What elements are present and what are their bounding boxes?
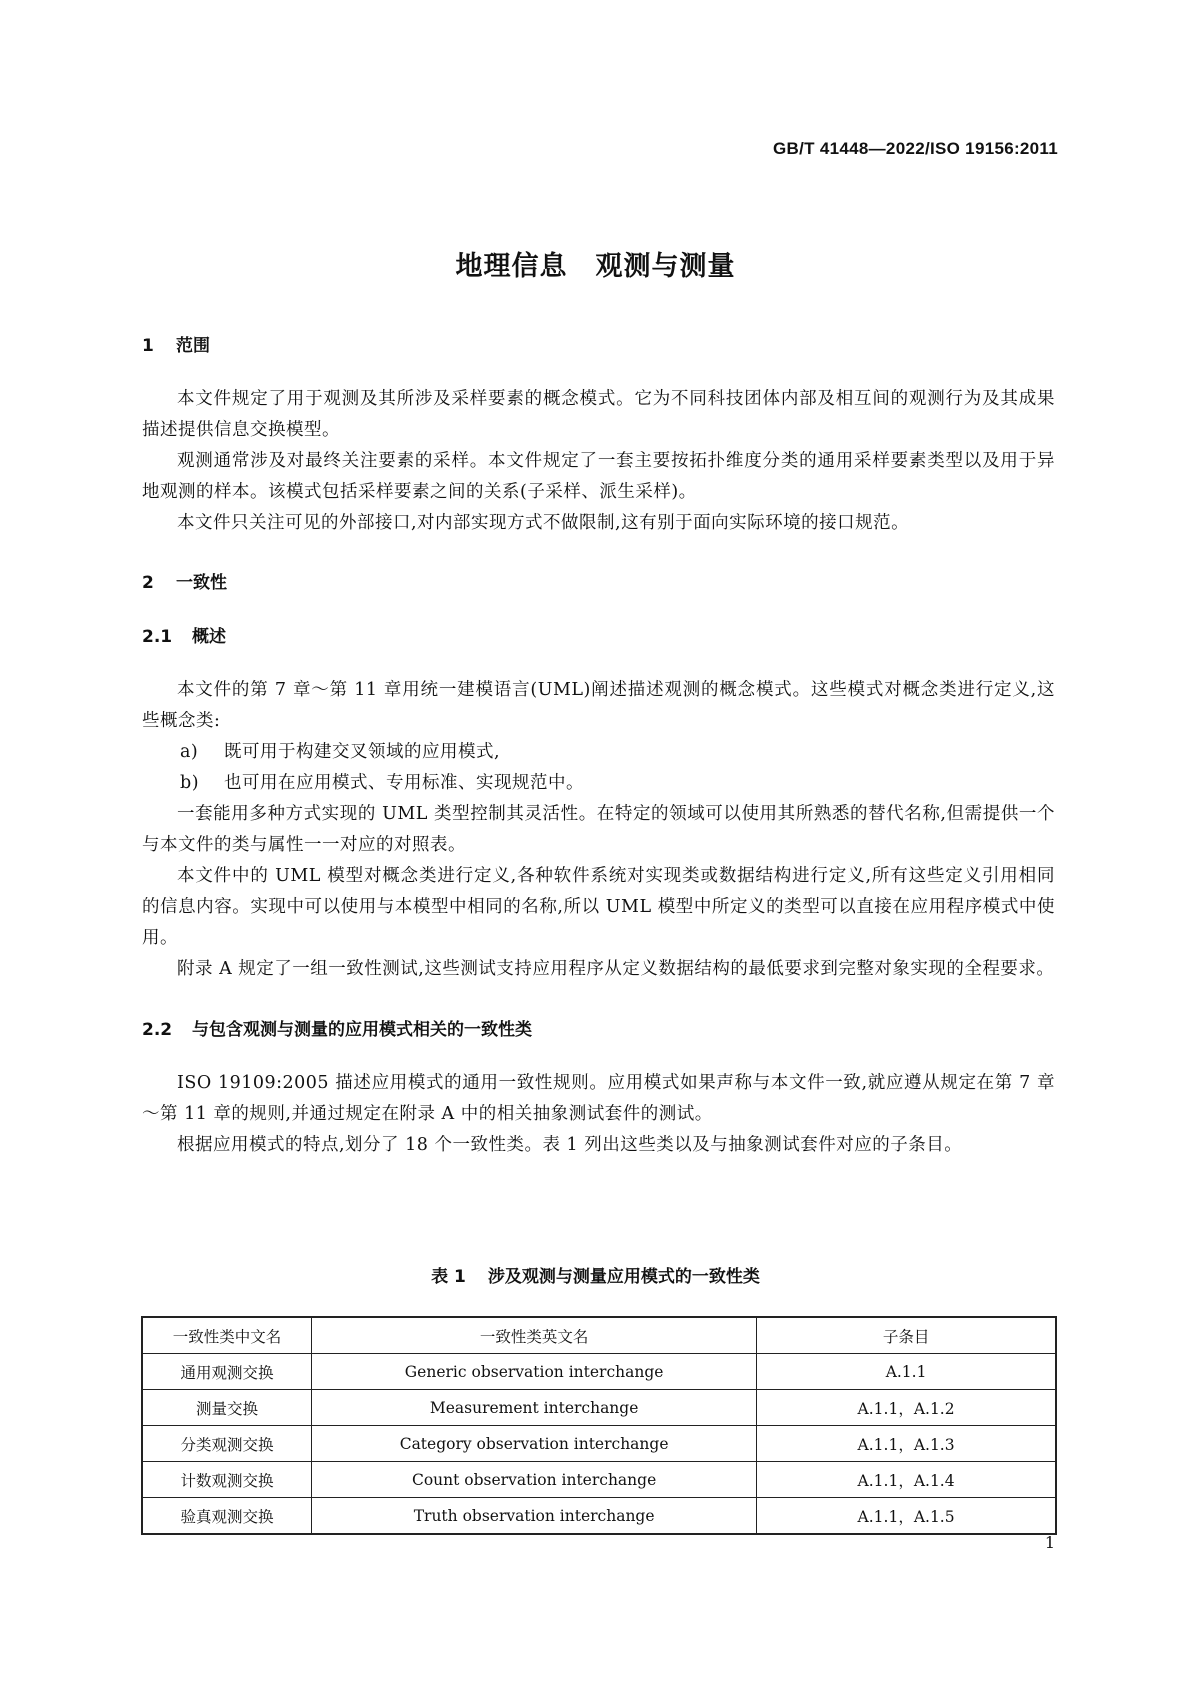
table-caption [0, 1262, 1191, 1287]
table-cell: A.1.1，A.1.3 [757, 1426, 1056, 1462]
document-title: 地理信息 观测与测量 [455, 251, 736, 282]
section-title: 一致性 [176, 573, 227, 593]
table-cell: A.1.1 [757, 1354, 1056, 1390]
section-title: 概述 [192, 627, 226, 647]
paragraph: 本文件中的 UML 模型对概念类进行定义,各种软件系统对实现类或数据结构进行定义,所有这些定义引用相同的信息内容。实现中可以使用与本模型中相同的名称,所以 UML 模型中所定义的类型可以直接在应用程序模式中使用。 [142, 866, 1055, 948]
section-number: 2 [142, 573, 154, 593]
section-title: 范围 [176, 336, 210, 356]
table-cell: 验真观测交换 [142, 1498, 312, 1535]
paragraph: 根据应用模式的特点,划分了 18 个一致性类。表 1 列出这些类以及与抽象测试套件对应的子条目。 [177, 1135, 963, 1155]
table-row [142, 1498, 1056, 1535]
table-caption-title: 涉及观测与测量应用模式的一致性类 [487, 1267, 760, 1287]
section-2-2-heading [142, 1015, 532, 1040]
section-title: 与包含观测与测量的应用模式相关的一致性类 [192, 1020, 532, 1040]
section-1-heading [142, 331, 210, 356]
table-cell: 测量交换 [142, 1390, 312, 1426]
section-2-1-heading [142, 622, 226, 647]
table-cell: A.1.1，A.1.2 [757, 1390, 1056, 1426]
table-cell: Generic observation interchange [312, 1354, 757, 1390]
section-number: 2.2 [142, 1020, 173, 1040]
paragraph: 一套能用多种方式实现的 UML 类型控制其灵活性。在特定的领域可以使用其所熟悉的替代名称,但需提供一个与本文件的类与属性一一对应的对照表。 [142, 804, 1055, 855]
list-item-label: a) [180, 742, 199, 762]
table-cell: A.1.1，A.1.4 [757, 1462, 1056, 1498]
table-cell: 分类观测交换 [142, 1426, 312, 1462]
section-number: 2.1 [142, 627, 173, 647]
table-cell: A.1.1，A.1.5 [757, 1498, 1056, 1535]
section-2-heading [142, 568, 227, 593]
table-row [142, 1462, 1056, 1498]
column-header: 一致性类英文名 [312, 1317, 757, 1354]
table-cell: 通用观测交换 [142, 1354, 312, 1390]
paragraph: 观测通常涉及对最终关注要素的采样。本文件规定了一套主要按拓扑维度分类的通用采样要素类型以及用于异地观测的样本。该模式包括采样要素之间的关系(子采样、派生采样)。 [142, 451, 1055, 502]
list-item-label: b) [180, 773, 200, 793]
table-row [142, 1390, 1056, 1426]
conformance-class-table [141, 1316, 1057, 1535]
paragraph: 本文件只关注可见的外部接口,对内部实现方式不做限制,这有别于面向实际环境的接口规范。 [177, 513, 910, 533]
column-header: 子条目 [757, 1317, 1056, 1354]
list-item [180, 768, 584, 799]
table-row [142, 1426, 1056, 1462]
paragraph: 本文件规定了用于观测及其所涉及采样要素的概念模式。它为不同科技团体内部及相互间的观测行为及其成果描述提供信息交换模型。 [142, 389, 1055, 440]
table-cell: Category observation interchange [312, 1426, 757, 1462]
table-row [142, 1354, 1056, 1390]
section-number: 1 [142, 336, 154, 356]
page-number: 1 [1044, 1533, 1055, 1552]
table-caption-number: 表 1 [431, 1267, 466, 1287]
standard-code-header: GB/T 41448—2022/ISO 19156:2011 [773, 139, 1058, 158]
table-cell: Truth observation interchange [312, 1498, 757, 1535]
column-header: 一致性类中文名 [142, 1317, 312, 1354]
list-item-text: 既可用于构建交叉领域的应用模式, [224, 742, 501, 762]
table-cell: 计数观测交换 [142, 1462, 312, 1498]
list-item [180, 737, 500, 768]
table-header-row [142, 1317, 1056, 1354]
list-item-text: 也可用在应用模式、专用标准、实现规范中。 [224, 773, 584, 793]
paragraph: 本文件的第 7 章～第 11 章用统一建模语言(UML)阐述描述观测的概念模式。这些模式对概念类进行定义,这些概念类: [142, 680, 1055, 731]
paragraph: ISO 19109:2005 描述应用模式的通用一致性规则。应用模式如果声称与本文件一致,就应遵从规定在第 7 章～第 11 章的规则,并通过规定在附录 A 中的相关抽象测试套件的测试。 [142, 1073, 1055, 1124]
paragraph: 附录 A 规定了一组一致性测试,这些测试支持应用程序从定义数据结构的最低要求到完整对象实现的全程要求。 [177, 959, 1055, 979]
table-cell: Measurement interchange [312, 1390, 757, 1426]
table-cell: Count observation interchange [312, 1462, 757, 1498]
